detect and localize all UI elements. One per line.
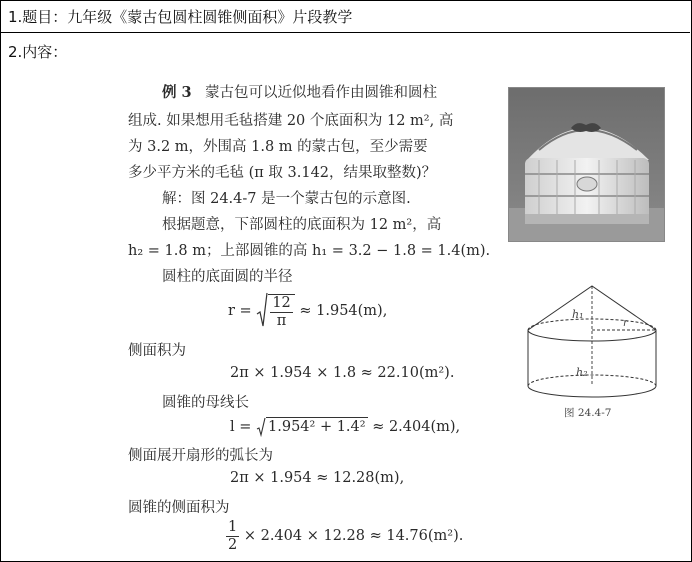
title-line: 1.题目：九年级《蒙古包圆柱圆锥侧面积》片段教学 bbox=[8, 8, 353, 26]
arc-length-label: 侧面展开扇形的弧长为 bbox=[128, 448, 273, 464]
slant-variable: l = bbox=[230, 419, 252, 435]
yurt-diagram bbox=[520, 282, 665, 408]
content-label: 2.内容： bbox=[8, 43, 68, 61]
radius-variable: r = bbox=[228, 303, 252, 319]
radius-label: 圆柱的底面圆的半径 bbox=[162, 269, 293, 285]
example-line-2: 组成. 如果想用毛毡搭建 20 个底面积为 12 m², 高 bbox=[128, 113, 454, 129]
lateral-area-label: 侧面积为 bbox=[128, 343, 186, 359]
example-line-3: 为 3.2 m，外围高 1.8 m 的蒙古包，至少需要 bbox=[128, 139, 428, 155]
cone-area-formula bbox=[226, 520, 463, 552]
radius-formula bbox=[228, 292, 387, 330]
radius-result: ≈ 1.954(m), bbox=[299, 303, 388, 319]
paragraph-2-line-1: 根据题意，下部圆柱的底面积为 12 m²，高 bbox=[162, 217, 442, 233]
cone-fraction-numerator: 1 bbox=[228, 519, 238, 535]
cone-area-label: 圆锥的侧面积为 bbox=[128, 500, 230, 516]
label-h2: h₂ bbox=[576, 366, 588, 379]
slant-result: ≈ 2.404(m), bbox=[372, 419, 461, 435]
label-r: r bbox=[623, 318, 628, 329]
lateral-area-formula: 2π × 1.954 × 1.8 ≈ 22.10(m²). bbox=[230, 365, 455, 381]
cone-area-expression: × 2.404 × 12.28 ≈ 14.76(m²). bbox=[243, 528, 464, 544]
radius-sqrt bbox=[256, 292, 294, 330]
solution-line: 解：图 24.4-7 是一个蒙古包的示意图. bbox=[162, 191, 411, 207]
slant-radicand: 1.954² + 1.4² bbox=[268, 419, 366, 435]
radius-numerator: 12 bbox=[272, 295, 291, 311]
radius-denominator: π bbox=[276, 312, 287, 329]
slant-height-formula bbox=[230, 417, 460, 437]
yurt-photo bbox=[508, 87, 665, 242]
paragraph-2-line-2: h₂ = 1.8 m；上部圆锥的高 h₁ = 3.2 − 1.8 = 1.4(m). bbox=[128, 243, 491, 259]
example-line-4: 多少平方米的毛毡 (π 取 3.142，结果取整数)？ bbox=[128, 165, 437, 181]
radical-sign-icon bbox=[256, 417, 266, 437]
slant-height-label: 圆锥的母线长 bbox=[162, 395, 249, 411]
label-h1: h₁ bbox=[572, 308, 584, 321]
cone-fraction-denominator: 2 bbox=[228, 536, 238, 553]
radical-sign-icon bbox=[256, 292, 268, 330]
header-divider bbox=[0, 32, 690, 33]
figure-caption: 图 24.4-7 bbox=[564, 407, 612, 419]
arc-length-formula: 2π × 1.954 ≈ 12.28(m), bbox=[230, 470, 405, 486]
example-line-1: 蒙古包可以近似地看作由圆锥和圆柱 bbox=[205, 85, 437, 101]
example-number: 例 3 bbox=[162, 84, 192, 101]
